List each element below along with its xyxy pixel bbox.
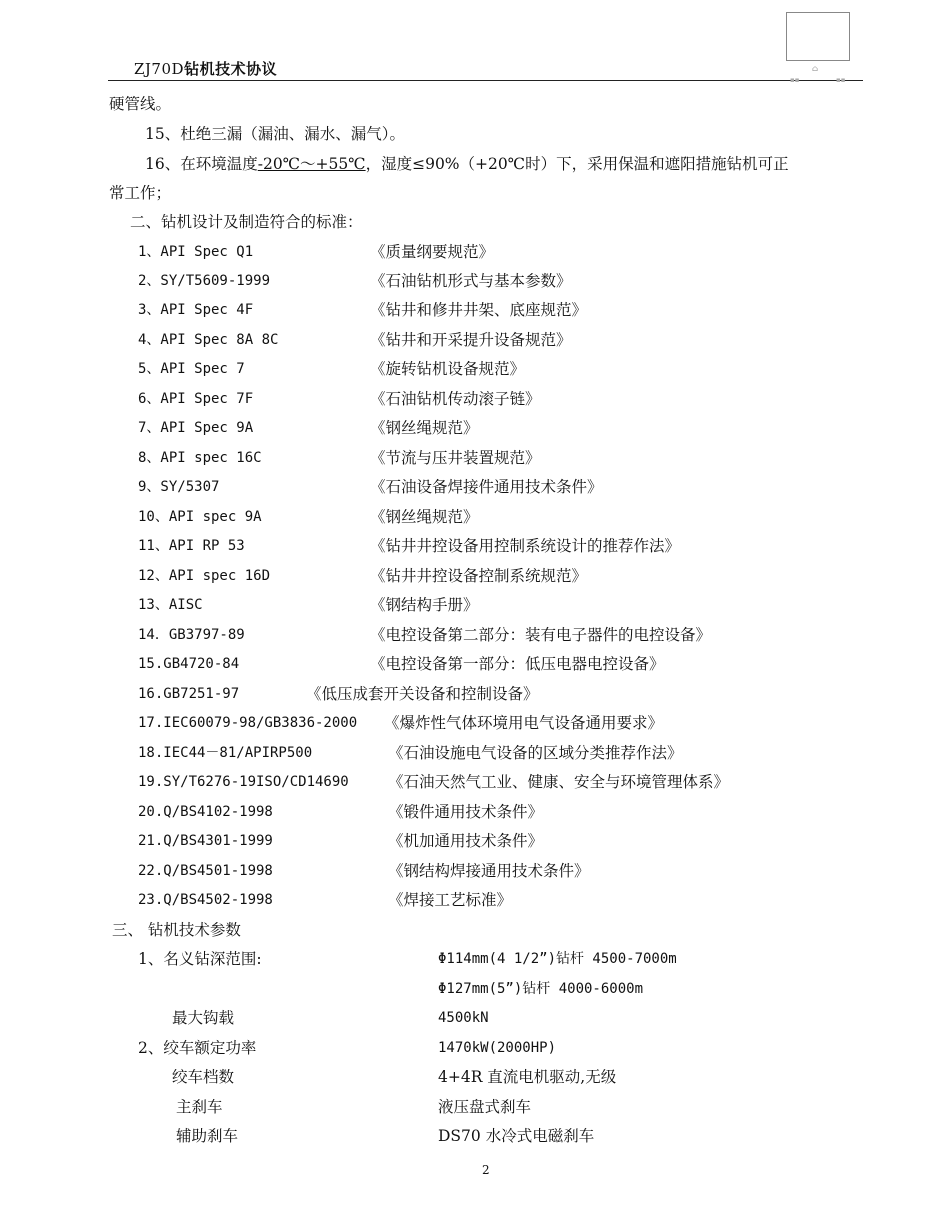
param-value: 4+4R 直流电机驱动,无级 (438, 1068, 617, 1086)
standard-code: 8、API spec 16C (138, 450, 262, 466)
standard-code: 11、API RP 53 (138, 538, 245, 554)
standard-name: 《爆炸性气体环境用电气设备通用要求》 (384, 714, 664, 732)
param-value: Φ127mm(5”)钻杆 4000-6000m (438, 981, 644, 997)
stamp-mark-icon: ⌂ (812, 64, 819, 73)
param-label: 最大钩载 (172, 1009, 235, 1027)
standard-name: 《焊接工艺标准》 (388, 891, 513, 909)
param-label: 绞车档数 (172, 1068, 235, 1086)
param-label: 1、名义钻深范围: (138, 950, 262, 968)
standard-code: 5、API Spec 7 (138, 361, 245, 377)
standard-code: 12、API spec 16D (138, 568, 271, 584)
param-value: Φ114mm(4 1/2”)钻杆 4500-7000m (438, 951, 677, 967)
param-label: 辅助刹车 (176, 1127, 239, 1145)
standard-name: 《石油钻机传动滚子链》 (370, 390, 541, 408)
header-rule (108, 80, 863, 81)
standard-name: 《电控设备第一部分：低压电器电控设备》 (370, 655, 665, 673)
standard-code: 15.GB4720-84 (138, 656, 240, 672)
item-16-prefix: 16、在环境温度 (145, 155, 258, 173)
standard-code: 10、API spec 9A (138, 509, 262, 525)
standard-code: 9、SY/5307 (138, 479, 220, 495)
standard-name: 《钢结构手册》 (370, 596, 479, 614)
standard-name: 《钢丝绳规范》 (370, 508, 479, 526)
section-3-title: 三、 钻机技术参数 (112, 921, 241, 939)
standard-name: 《钻井井控设备控制系统规范》 (370, 567, 588, 585)
standard-name: 《石油设施电气设备的区域分类推荐作法》 (388, 744, 683, 762)
standard-code: 4、API Spec 8A 8C (138, 332, 279, 348)
param-label: 2、绞车额定功率 (138, 1039, 257, 1057)
standard-code: 22.Q/BS4501-1998 (138, 863, 273, 879)
standard-name: 《钢结构焊接通用技术条件》 (388, 862, 590, 880)
standard-code: 13、AISC (138, 597, 203, 613)
standard-code: 7、API Spec 9A (138, 420, 254, 436)
standard-name: 《电控设备第二部分：装有电子器件的电控设备》 (370, 626, 712, 644)
standard-name: 《钢丝绳规范》 (370, 419, 479, 437)
item-16-continued: 常工作； (109, 184, 172, 202)
item-16-temperature: -20℃～+55℃ (257, 155, 366, 173)
standard-code: 1、API Spec Q1 (138, 244, 254, 260)
standard-name: 《石油设备焊接件通用技术条件》 (370, 478, 603, 496)
standard-name: 《锻件通用技术条件》 (388, 803, 544, 821)
item-15: 15、杜绝三漏（漏油、漏水、漏气）。 (145, 125, 405, 143)
item-16-suffix: ，湿度≤90%（+20℃时）下，采用保温和遮阳措施钻机可正 (365, 155, 789, 173)
param-value: DS70 水冷式电磁刹车 (438, 1127, 595, 1145)
standard-name: 《旋转钻机设备规范》 (370, 360, 526, 378)
param-value: 4500kN (438, 1010, 489, 1026)
standard-name: 《石油钻机形式与基本参数》 (370, 272, 572, 290)
param-value: 1470kW(2000HP) (438, 1040, 557, 1056)
standard-name: 《节流与压井装置规范》 (370, 449, 541, 467)
standard-code: 2、SY/T5609-1999 (138, 273, 271, 289)
standard-name: 《低压成套开关设备和控制设备》 (306, 685, 539, 703)
standard-name: 《机加通用技术条件》 (388, 832, 544, 850)
continued-line: 硬管线。 (109, 95, 172, 113)
document-header-title (134, 58, 277, 79)
standard-code: 16.GB7251-97 (138, 686, 240, 702)
standard-name: 《石油天然气工业、健康、安全与环境管理体系》 (388, 773, 730, 791)
standard-code: 3、API Spec 4F (138, 302, 254, 318)
standard-code: 21.Q/BS4301-1999 (138, 833, 273, 849)
standard-code: 6、API Spec 7F (138, 391, 254, 407)
standard-code: 23.Q/BS4502-1998 (138, 892, 273, 908)
standard-code: 19.SY/T6276-19ISO/CD14690 (138, 774, 349, 790)
param-value: 液压盘式刹车 (438, 1098, 532, 1116)
standard-code: 18.IEC44－81/APIRP500 (138, 745, 313, 761)
standard-code: 17.IEC60079-98/GB3836-2000 (138, 715, 358, 731)
stamp-dash-icon: ▪▪ (790, 76, 800, 84)
stamp-dash-icon: ▪▪ (836, 76, 846, 84)
doc-code: ZJ70D (134, 60, 185, 78)
standard-code: 20.Q/BS4102-1998 (138, 804, 273, 820)
standard-name: 《钻井井控设备用控制系统设计的推荐作法》 (370, 537, 681, 555)
standard-name: 《钻井和修井井架、底座规范》 (370, 301, 588, 319)
stamp-box (786, 12, 850, 61)
section-2-title: 二、钻机设计及制造符合的标准： (130, 213, 363, 231)
param-label: 主刹车 (176, 1098, 223, 1116)
standard-code: 14．GB3797-89 (138, 627, 245, 643)
doc-title: 钻机技术协议 (184, 60, 278, 78)
page-number: 2 (482, 1163, 490, 1177)
item-16 (145, 154, 789, 174)
standard-name: 《质量纲要规范》 (370, 243, 495, 261)
standard-name: 《钻井和开采提升设备规范》 (370, 331, 572, 349)
